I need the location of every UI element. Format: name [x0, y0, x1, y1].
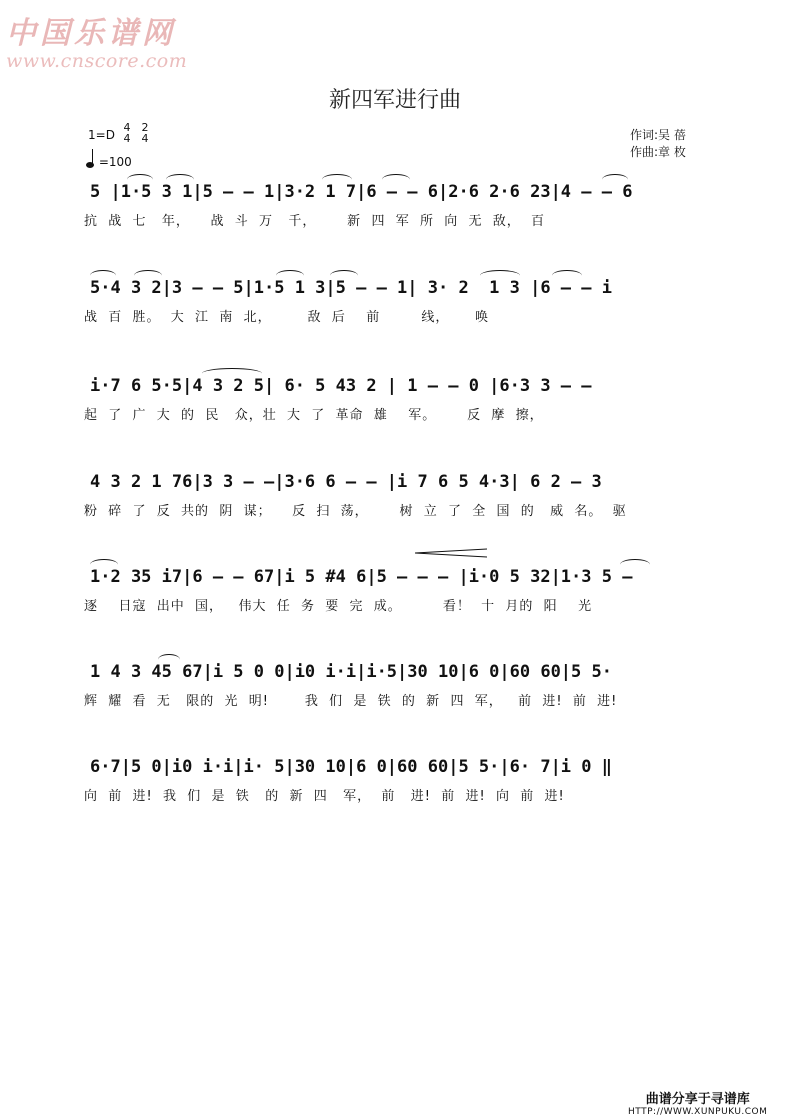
staff-system-5: [82, 567, 732, 615]
watermark-url: www.cnscore.com: [6, 50, 188, 72]
notation-line: 1 4 3 45 67|i 5 0 0|i0 i·i|i·5|30 10|6 0|60 60|5 5·: [90, 662, 612, 682]
slur-mark: [90, 559, 118, 570]
notation-line: 6·7|5 0|i0 i·i|i· 5|30 10|6 0|60 60|5 5·|6· 7|i 0 ‖: [90, 757, 612, 777]
slur-mark: [127, 174, 153, 185]
slur-mark: [202, 368, 262, 379]
lyric-line: 粉 碎 了 反 共的 阴 谋； 反 扫 荡， 树 立 了 全 国 的 威 名。 驱: [84, 504, 627, 519]
slur-mark: [552, 270, 582, 281]
notation-line: i·7 6 5·5|4 3 2 5| 6· 5 43 2 | 1 — — 0 |6·3 3 — —: [90, 376, 592, 396]
slur-mark: [330, 270, 358, 281]
slur-mark: [602, 174, 628, 185]
slur-mark: [480, 270, 520, 281]
staff-system-3: [82, 376, 732, 424]
notation-line: 5 |1·5 3 1|5 — — 1|3·2 1 7|6 — — 6|2·6 2·6 23|4 — — 6: [90, 182, 633, 202]
slur-mark: [158, 654, 180, 665]
time-signature-b: 2 4: [141, 121, 149, 145]
staff-system-2: [82, 278, 732, 326]
slur-mark: [322, 174, 352, 185]
footer-url: HTTP://WWW.XUNPUKU.COM: [628, 1107, 768, 1117]
slur-mark: [166, 174, 194, 185]
slur-mark: [620, 559, 650, 570]
notation-line: 5·4 3 2|3 — — 5|1·5 1 3|5 — — 1| 3· 2 1 3 |6 — — i: [90, 278, 612, 298]
lyric-line: 抗 战 七 年， 战 斗 万 千， 新 四 军 所 向 无 敌， 百: [84, 214, 546, 229]
footer-site-name: 曲谱分享于寻谱库: [645, 1092, 750, 1107]
lyric-line: 起 了 广 大 的 民 众，壮 大 了 革命 雄 军。 反 摩 擦，: [84, 408, 544, 423]
staff-system-1: [82, 182, 732, 230]
score-title: 新四军进行曲: [328, 88, 461, 113]
slur-mark: [134, 270, 162, 281]
watermark-site-name: 中国乐谱网: [6, 16, 176, 51]
staff-system-7: [82, 757, 732, 805]
composer: 作曲:章 枚: [630, 145, 686, 159]
watermark-logo: [6, 8, 187, 72]
key-signature: 1=D: [88, 128, 115, 142]
tempo-marking: [86, 152, 132, 169]
footer-source: [628, 1088, 767, 1117]
lyric-line: 辉 耀 看 无 限的 光 明! 我 们 是 铁 的 新 四 军， 前 进! 前 进!: [84, 694, 618, 709]
lyric-line: 逐 日寇 出中 国， 伟大 任 务 要 完 成。 看！ 十 月的 阳 光: [84, 599, 593, 614]
credits: [630, 127, 686, 161]
notation-line: 4 3 2 1 76|3 3 — —|3·6 6 — — |i 7 6 5 4·3| 6 2 — 3: [90, 472, 602, 492]
lyric-line: 向 前 进! 我 们 是 铁 的 新 四 军， 前 进! 前 进! 向 前 进!: [84, 789, 565, 804]
slur-mark: [90, 270, 116, 281]
staff-system-6: [82, 662, 732, 710]
decrescendo-hairpin: [415, 548, 487, 558]
lyricist: 作词:吴 蓓: [630, 128, 686, 142]
slur-mark: [276, 270, 304, 281]
notation-line: 1·2 35 i7|6 — — 67|i 5 #4 6|5 — — — |i·0 5 32|1·3 5 —: [90, 567, 633, 587]
lyric-line: 战 百 胜。 大 江 南 北， 敌 后 前 线， 唤: [84, 310, 490, 325]
staff-system-4: [82, 472, 732, 520]
slur-mark: [382, 174, 410, 185]
quarter-note-stem: [92, 149, 93, 163]
time-signature-a: 4 4: [123, 121, 131, 145]
tempo-value: =100: [98, 155, 132, 169]
